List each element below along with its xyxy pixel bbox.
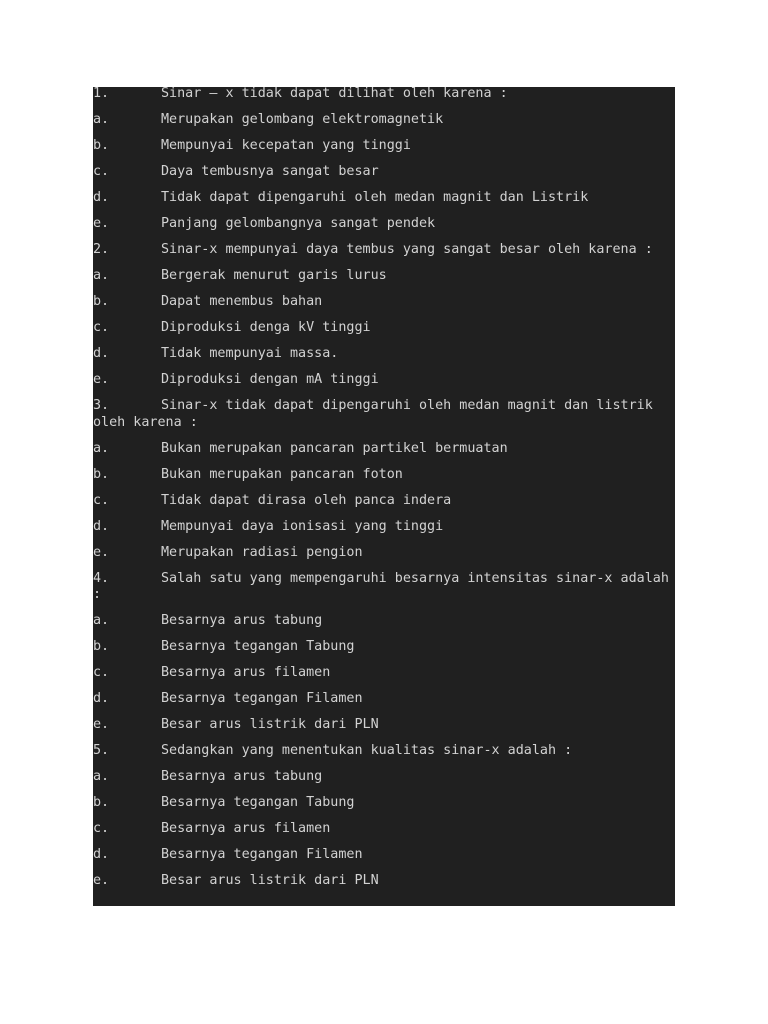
option-2b <box>93 294 675 311</box>
option-text: Besarnya arus tabung <box>161 613 323 629</box>
option-letter: c. <box>93 319 110 335</box>
option-2e <box>93 372 675 389</box>
question-text: Salah satu yang mempengaruhi besarnya intensitas sinar-x adalah : <box>93 570 669 603</box>
question-2 <box>93 242 675 259</box>
option-text: Daya tembusnya sangat besar <box>161 163 379 179</box>
option-text: Bukan merupakan pancaran foton <box>161 466 403 482</box>
question-text: Sinar – x tidak dapat dilihat oleh karena : <box>161 87 508 101</box>
option-1d <box>93 190 675 207</box>
option-text: Besar arus listrik dari PLN <box>161 873 379 889</box>
option-letter: e. <box>93 873 110 889</box>
option-text: Diproduksi denga kV tinggi <box>161 319 371 335</box>
option-letter: a. <box>93 111 110 127</box>
option-letter: a. <box>93 267 110 283</box>
option-letter: e. <box>93 544 110 560</box>
option-letter: c. <box>93 665 110 681</box>
option-text: Besarnya tegangan Filamen <box>161 847 363 863</box>
option-letter: b. <box>93 639 110 655</box>
option-letter: a. <box>93 769 110 785</box>
option-4a <box>93 613 675 630</box>
option-text: Besarnya tegangan Filamen <box>161 691 363 707</box>
option-text: Besar arus listrik dari PLN <box>161 717 379 733</box>
option-letter: b. <box>93 795 110 811</box>
option-2c <box>93 320 675 337</box>
option-text: Tidak dapat dirasa oleh panca indera <box>161 492 452 508</box>
option-letter: d. <box>93 345 110 361</box>
option-3a <box>93 441 675 458</box>
option-letter: d. <box>93 691 110 707</box>
question-4 <box>93 571 675 605</box>
option-text: Bergerak menurut garis lurus <box>161 267 387 283</box>
option-5c <box>93 821 675 838</box>
option-1e <box>93 216 675 233</box>
option-letter: c. <box>93 492 110 508</box>
option-text: Diproduksi dengan mA tinggi <box>161 371 379 387</box>
option-1c <box>93 164 675 181</box>
option-letter: d. <box>93 847 110 863</box>
option-text: Bukan merupakan pancaran partikel bermuatan <box>161 440 508 456</box>
option-text: Mempunyai daya ionisasi yang tinggi <box>161 518 444 534</box>
option-5a <box>93 769 675 786</box>
option-text: Mempunyai kecepatan yang tinggi <box>161 137 411 153</box>
option-letter: d. <box>93 518 110 534</box>
option-text: Besarnya arus tabung <box>161 769 323 785</box>
option-letter: b. <box>93 293 110 309</box>
option-letter: a. <box>93 440 110 456</box>
option-letter: c. <box>93 163 110 179</box>
question-text: Sinar-x tidak dapat dipengaruhi oleh medan magnit dan listrik oleh karena : <box>93 397 653 430</box>
option-3e <box>93 545 675 562</box>
option-3c <box>93 493 675 510</box>
option-text: Besarnya arus filamen <box>161 665 331 681</box>
option-3d <box>93 519 675 536</box>
option-3b <box>93 467 675 484</box>
option-letter: d. <box>93 189 110 205</box>
question-1 <box>93 87 675 103</box>
option-5d <box>93 847 675 864</box>
question-number: 5. <box>93 743 110 759</box>
option-text: Tidak mempunyai massa. <box>161 345 339 361</box>
question-number: 3. <box>93 397 110 413</box>
question-text: Sedangkan yang menentukan kualitas sinar-x adalah : <box>161 743 573 759</box>
option-text: Tidak dapat dipengaruhi oleh medan magnit dan Listrik <box>161 189 589 205</box>
question-5 <box>93 743 675 760</box>
option-letter: e. <box>93 371 110 387</box>
option-letter: b. <box>93 137 110 153</box>
option-text: Merupakan gelombang elektromagnetik <box>161 111 444 127</box>
option-2d <box>93 346 675 363</box>
option-text: Panjang gelombangnya sangat pendek <box>161 215 436 231</box>
option-letter: b. <box>93 466 110 482</box>
option-text: Merupakan radiasi pengion <box>161 544 363 560</box>
option-4e <box>93 717 675 734</box>
question-number: 4. <box>93 570 110 586</box>
option-2a <box>93 268 675 285</box>
option-letter: a. <box>93 613 110 629</box>
option-4b <box>93 639 675 656</box>
option-text: Besarnya arus filamen <box>161 821 331 837</box>
code-block <box>93 87 675 906</box>
question-3 <box>93 398 675 432</box>
question-number: 1. <box>93 87 110 101</box>
option-text: Dapat menembus bahan <box>161 293 323 309</box>
option-letter: c. <box>93 821 110 837</box>
option-text: Besarnya tegangan Tabung <box>161 795 355 811</box>
option-5b <box>93 795 675 812</box>
question-number: 2. <box>93 241 110 257</box>
option-1b <box>93 138 675 155</box>
option-1a <box>93 112 675 129</box>
option-letter: e. <box>93 215 110 231</box>
question-text: Sinar-x mempunyai daya tembus yang sangat besar oleh karena : <box>161 241 653 257</box>
option-text: Besarnya tegangan Tabung <box>161 639 355 655</box>
option-5e <box>93 873 675 890</box>
option-4c <box>93 665 675 682</box>
option-4d <box>93 691 675 708</box>
option-letter: e. <box>93 717 110 733</box>
